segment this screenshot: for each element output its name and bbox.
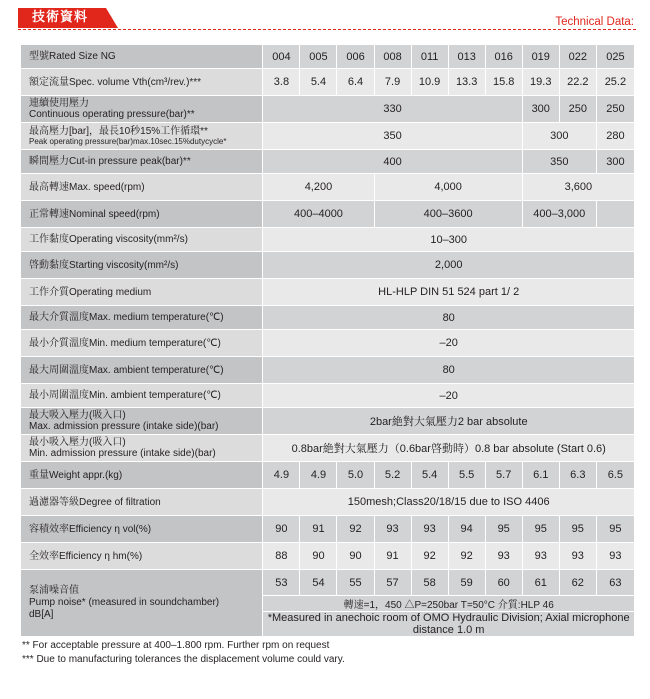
cell: 4,200: [263, 174, 374, 201]
row-label: 瞬間壓力Cut-in pressure peak(bar)**: [21, 150, 263, 174]
cell: 025: [596, 45, 634, 69]
cell: 3,600: [522, 174, 634, 201]
row-peak-pressure: [21, 123, 635, 150]
section-title-en: Technical Data:: [555, 16, 634, 28]
row-label: 正常轉速Nominal speed(rpm): [21, 201, 263, 228]
cell: 22.2: [559, 69, 596, 96]
cell: 2,000: [263, 252, 635, 279]
cell: 90: [337, 543, 374, 570]
cell: 93: [374, 516, 411, 543]
cell: 4,000: [374, 174, 522, 201]
label-en: Continuous operating pressure(bar)**: [29, 109, 195, 120]
cell: 150mesh;Class20/18/15 due to ISO 4406: [263, 489, 635, 516]
row-operating-medium: [21, 279, 635, 306]
cell: 95: [596, 516, 634, 543]
section-title: 技術資料: [18, 8, 106, 28]
row-label: [21, 435, 263, 462]
cell: 250: [596, 96, 634, 123]
cell: 6.5: [596, 462, 634, 489]
cell: –20: [263, 330, 635, 357]
row-label: 最小周圍溫度Min. ambient temperature(℃): [21, 384, 263, 408]
row-rated-size: [21, 45, 635, 69]
cell: 58: [411, 570, 448, 596]
cell: 5.4: [300, 69, 337, 96]
cell: 4.9: [263, 462, 300, 489]
cell: 4.9: [300, 462, 337, 489]
cell: 92: [411, 543, 448, 570]
cell: 6.4: [337, 69, 374, 96]
cell: 5.2: [374, 462, 411, 489]
row-label: 啓動黏度Starting viscosity(mm²/s): [21, 252, 263, 279]
row-max-medium-temp: [21, 306, 635, 330]
row-max-ambient-temp: [21, 357, 635, 384]
label-en: Max. admission pressure (intake side)(bar): [29, 421, 219, 432]
label-cn: 泵浦噪音值: [29, 585, 79, 596]
cell: 55: [337, 570, 374, 596]
cell: 400–3,000: [522, 201, 596, 228]
cell: 6.3: [559, 462, 596, 489]
row-label: 最小介質溫度Min. medium temperature(℃): [21, 330, 263, 357]
cell: 25.2: [596, 69, 634, 96]
cell: 95: [485, 516, 522, 543]
row-label: 容積效率Efficiency η vol(%): [21, 516, 263, 543]
cell: 92: [448, 543, 485, 570]
row-max-admission-pressure: [21, 408, 635, 435]
cell: 008: [374, 45, 411, 69]
cell: 93: [411, 516, 448, 543]
cell: 80: [263, 357, 635, 384]
row-min-ambient-temp: [21, 384, 635, 408]
cell: 004: [263, 45, 300, 69]
row-vol-efficiency: [21, 516, 635, 543]
label-en: Peak operating pressure(bar)max.10sec.15%dutycycle*: [29, 137, 227, 146]
row-label: 額定流量Spec. volume Vth(cm³/rev.)***: [21, 69, 263, 96]
cell: 005: [300, 45, 337, 69]
cell: 019: [522, 45, 559, 69]
row-operating-viscosity: [21, 228, 635, 252]
cell: 5.4: [411, 462, 448, 489]
row-spec-volume: [21, 69, 635, 96]
row-weight: [21, 462, 635, 489]
cell: 91: [300, 516, 337, 543]
cell: 022: [559, 45, 596, 69]
row-label: 過濾器等級Degree of filtration: [21, 489, 263, 516]
cell: 10.9: [411, 69, 448, 96]
cell: 300: [596, 150, 634, 174]
cell: 93: [559, 543, 596, 570]
label-en: Pump noise* (measured in soundchamber): [29, 597, 220, 608]
row-label: [21, 570, 263, 637]
cell: –20: [263, 384, 635, 408]
row-label: 最大介質溫度Max. medium temperature(℃): [21, 306, 263, 330]
row-min-admission-pressure: [21, 435, 635, 462]
cell: HL-HLP DIN 51 524 part 1/ 2: [263, 279, 635, 306]
cell: 6.1: [522, 462, 559, 489]
cell: 7.9: [374, 69, 411, 96]
cell: 013: [448, 45, 485, 69]
cell: 330: [263, 96, 522, 123]
cell: 350: [263, 123, 522, 150]
cell: 13.3: [448, 69, 485, 96]
header-divider: [18, 29, 636, 30]
cell: 91: [374, 543, 411, 570]
cell: 60: [485, 570, 522, 596]
row-label: 工作黏度Operating viscosity(mm²/s): [21, 228, 263, 252]
cell: 016: [485, 45, 522, 69]
label-cn: 最小吸入壓力(吸入口): [29, 437, 126, 448]
cell: 400: [263, 150, 522, 174]
cell: 5.0: [337, 462, 374, 489]
row-label: [21, 408, 263, 435]
label-cn: 最大吸入壓力(吸入口): [29, 410, 126, 421]
cell: 300: [522, 96, 559, 123]
row-min-medium-temp: [21, 330, 635, 357]
cell: 3.8: [263, 69, 300, 96]
row-label: [21, 96, 263, 123]
row-cutin-pressure: [21, 150, 635, 174]
cell: 15.8: [485, 69, 522, 96]
cell: 19.3: [522, 69, 559, 96]
cell: 5.7: [485, 462, 522, 489]
cell: 0.8bar絶對大氣壓力（0.6bar啓動時）0.8 bar absolute (Start 0.6): [263, 435, 635, 462]
cell: 80: [263, 306, 635, 330]
cell: 92: [337, 516, 374, 543]
noise-note: *Measured in anechoic room of OMO Hydraulic Division; Axial microphone distance 1.0 m: [263, 612, 635, 637]
row-label: 重量Weight appr.(kg): [21, 462, 263, 489]
row-filtration: [21, 489, 635, 516]
cell: 95: [559, 516, 596, 543]
cell: 93: [522, 543, 559, 570]
label-en: Min. admission pressure (intake side)(bar): [29, 448, 216, 459]
row-max-speed: [21, 174, 635, 201]
cell: 54: [300, 570, 337, 596]
row-label: [21, 123, 263, 150]
cell: 53: [263, 570, 300, 596]
cell: 93: [485, 543, 522, 570]
cell: 93: [596, 543, 634, 570]
row-total-efficiency: [21, 543, 635, 570]
row-nominal-speed: [21, 201, 635, 228]
footnote-pressure: ** For acceptable pressure at 400–1.800 rpm. Further rpm on request: [22, 640, 330, 651]
cell: 90: [263, 516, 300, 543]
cell: [596, 201, 634, 228]
cell: 250: [559, 96, 596, 123]
cell: 400–3600: [374, 201, 522, 228]
cell: 94: [448, 516, 485, 543]
cell: 62: [559, 570, 596, 596]
cell: 61: [522, 570, 559, 596]
row-label: 最高轉速Max. speed(rpm): [21, 174, 263, 201]
technical-data-table: [20, 44, 635, 637]
row-label: 工作介質Operating medium: [21, 279, 263, 306]
label-unit: dB[A]: [29, 609, 54, 620]
cell: 2bar絶對大氣壓力2 bar absolute: [263, 408, 635, 435]
cell: 350: [522, 150, 596, 174]
label-cn: 連續使用壓力: [29, 98, 89, 109]
row-starting-viscosity: [21, 252, 635, 279]
cell: 5.5: [448, 462, 485, 489]
cell: 400–4000: [263, 201, 374, 228]
row-label: 最大周圍溫度Max. ambient temperature(℃): [21, 357, 263, 384]
footnote-tolerance: *** Due to manufacturing tolerances the displacement volume could vary.: [22, 654, 345, 665]
cell: 90: [300, 543, 337, 570]
cell: 59: [448, 570, 485, 596]
row-label: 型號Rated Size NG: [21, 45, 263, 69]
cell: 006: [337, 45, 374, 69]
cell: 300: [522, 123, 596, 150]
cell: 88: [263, 543, 300, 570]
noise-conditions: 轉速=1，450 △P=250bar T=50°C 介質:HLP 46: [263, 596, 635, 612]
cell: 57: [374, 570, 411, 596]
cell: 63: [596, 570, 634, 596]
cell: 95: [522, 516, 559, 543]
cell: 10–300: [263, 228, 635, 252]
row-pump-noise: [21, 570, 635, 596]
cell: 011: [411, 45, 448, 69]
row-continuous-pressure: [21, 96, 635, 123]
row-label: 全效率Efficiency η hm(%): [21, 543, 263, 570]
label-cn: 最高壓力[bar]，最長10秒15%工作循環**: [29, 126, 208, 137]
cell: 280: [596, 123, 634, 150]
